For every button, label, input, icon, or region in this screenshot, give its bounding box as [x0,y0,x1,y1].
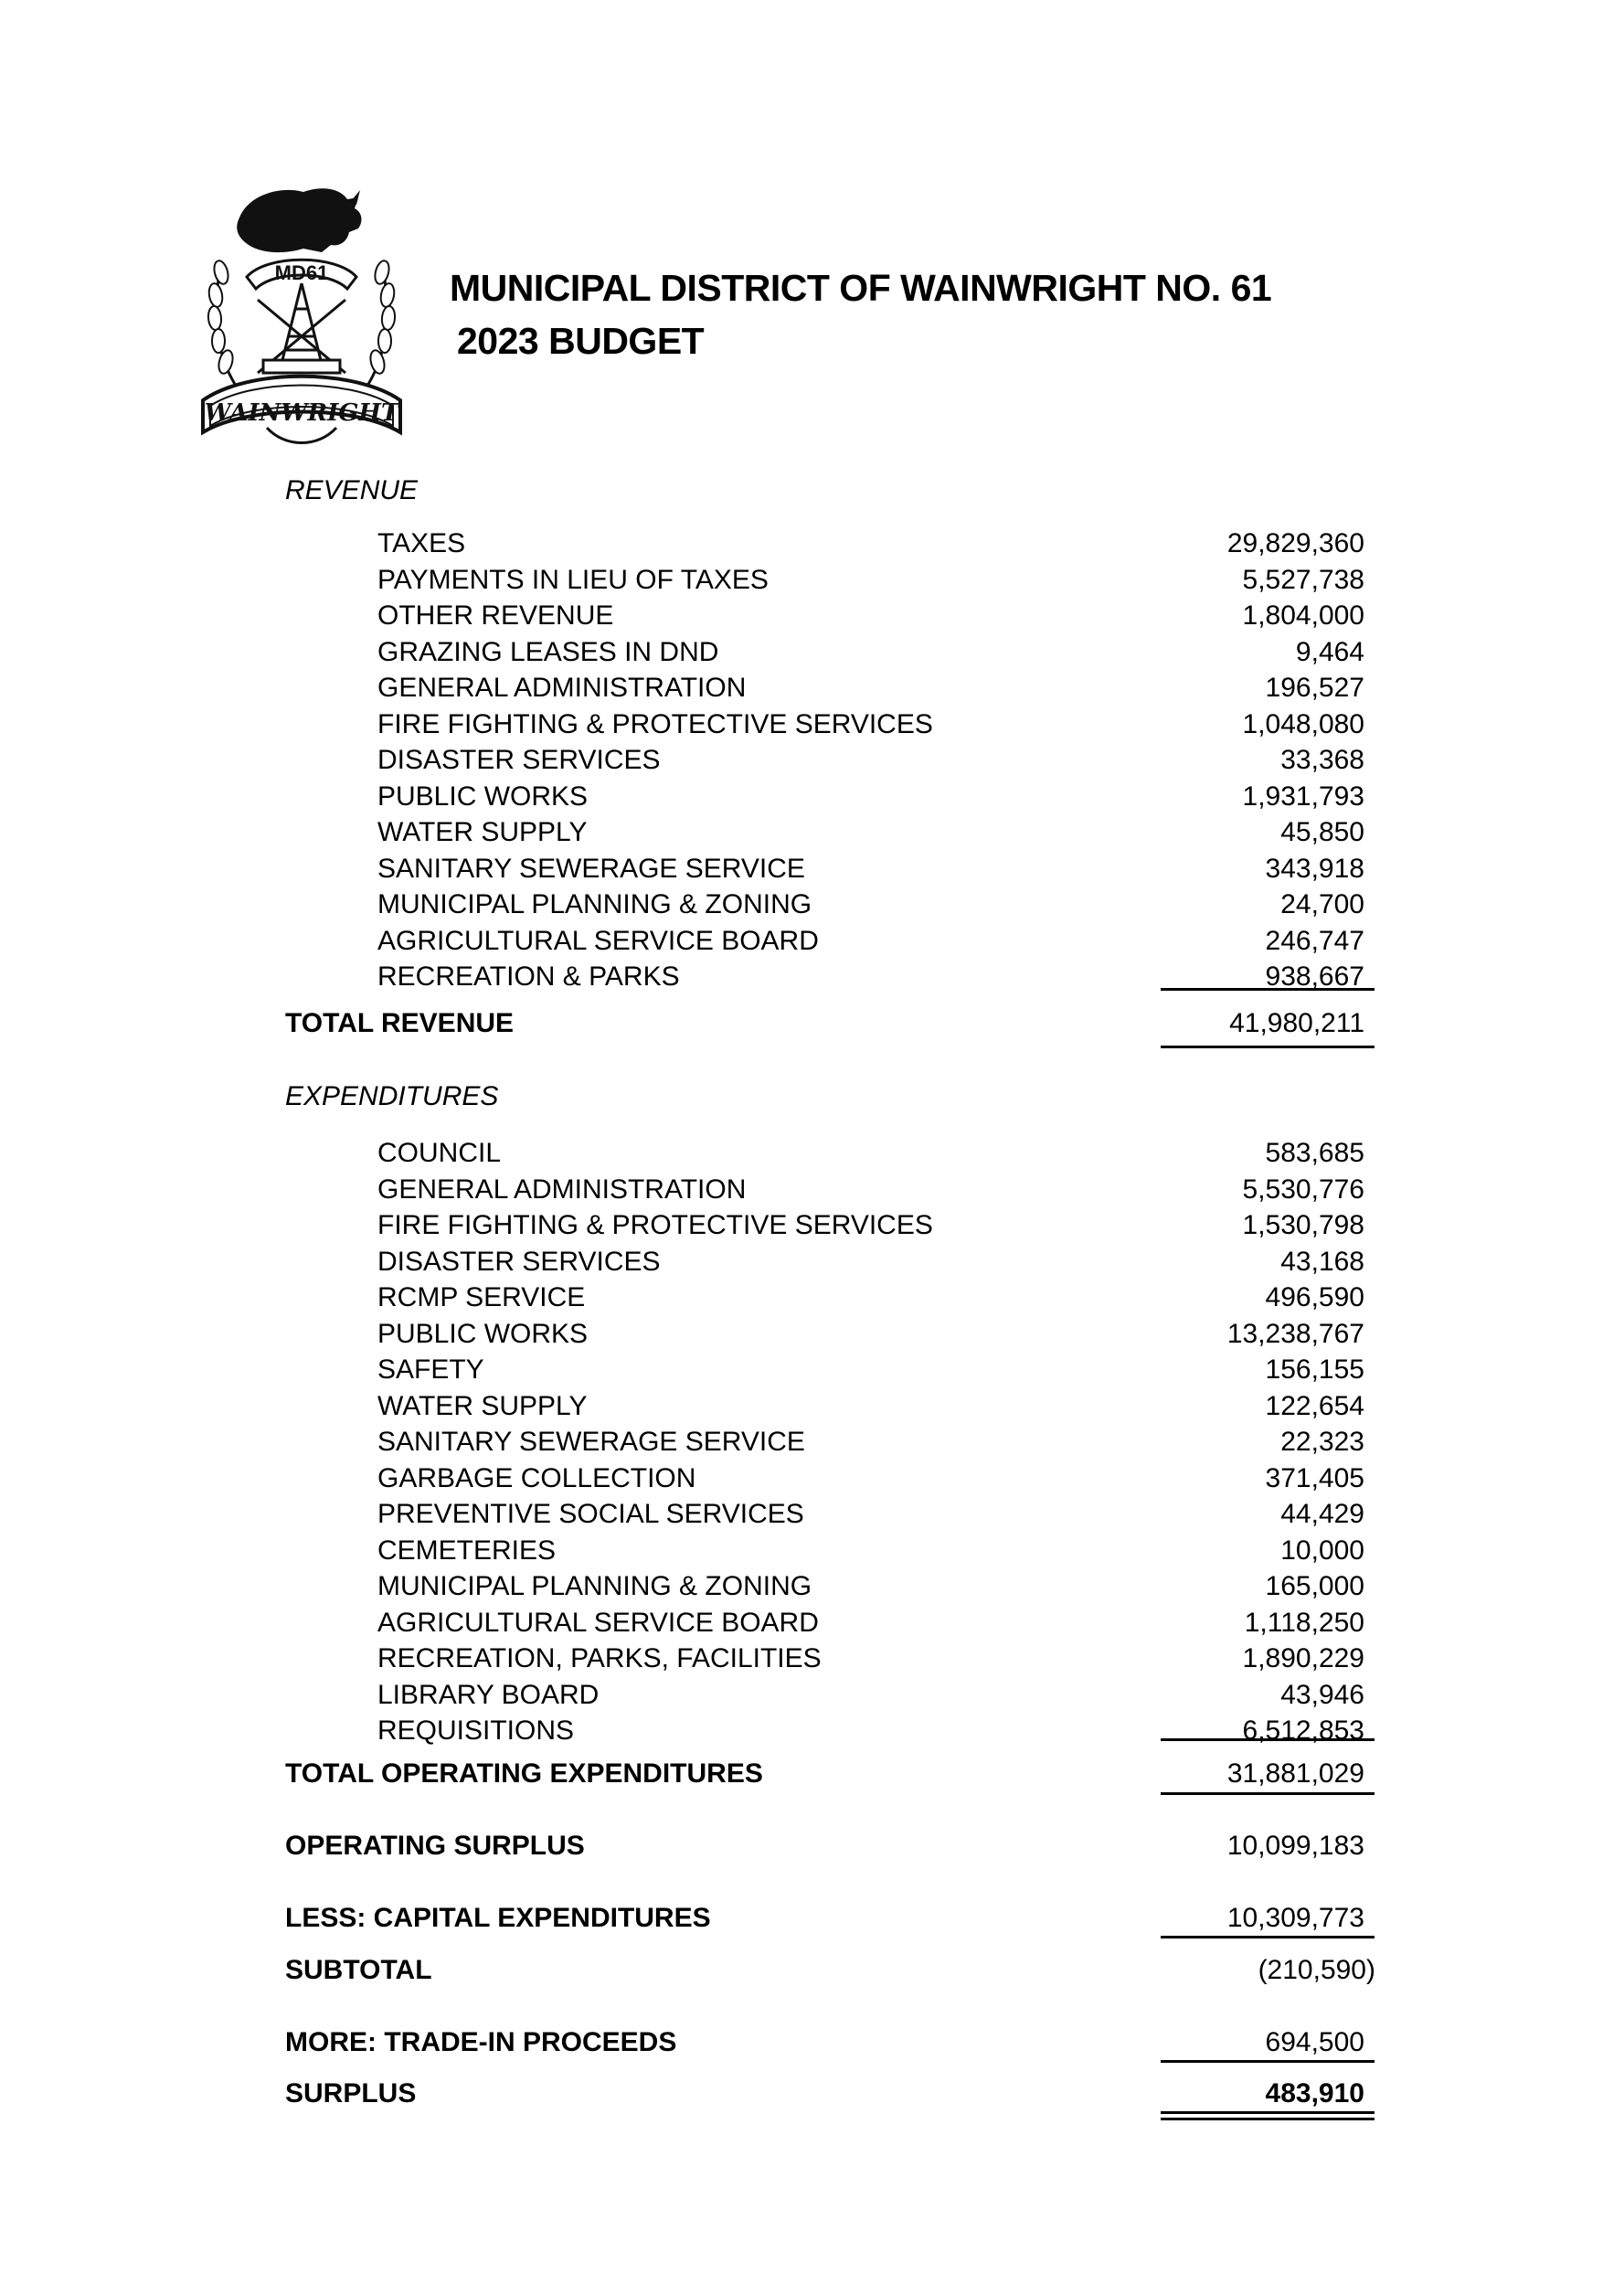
trade-in-proceeds-value: 694,500 [1265,2027,1364,2057]
expenditure-line-value: 43,168 [1280,1246,1364,1277]
capital-rule [1161,1936,1375,1938]
total-expenditures-rule [1161,1792,1375,1795]
expenditure-line-item [0,1643,1624,1680]
md61-wainwright-logo [194,181,409,455]
expenditure-line-item [0,1608,1624,1644]
expenditure-line-item [0,1463,1624,1500]
revenue-line-item [0,854,1624,890]
expenditure-line-item [0,1354,1624,1391]
expenditure-line-label: PUBLIC WORKS [377,1318,589,1349]
revenue-line-item [0,528,1624,565]
total-operating-expenditures-row [0,1758,1624,1795]
expenditure-line-item [0,1391,1624,1428]
revenue-line-item [0,781,1624,818]
expenditure-line-item [0,1210,1624,1247]
revenue-line-label: DISASTER SERVICES [377,745,661,775]
revenue-line-item [0,673,1624,709]
expenditure-line-value: 165,000 [1265,1571,1364,1601]
expenditure-line-value: 44,429 [1280,1499,1364,1529]
expenditures-heading: EXPENDITURES [285,1081,499,1111]
budget-year-title: 2023 BUDGET [457,320,705,362]
revenue-line-item [0,961,1624,998]
revenue-heading: REVENUE [285,475,419,505]
surplus-value: 483,910 [1265,2078,1364,2108]
expenditure-line-item [0,1715,1624,1752]
expenditure-line-label: CEMETERIES [377,1535,557,1566]
expenditure-line-value: 43,946 [1280,1679,1364,1710]
trade-in-proceeds-row [0,2027,1624,2064]
revenue-line-label: PUBLIC WORKS [377,781,589,812]
surplus-row [0,2078,1624,2115]
expenditure-line-value: 22,323 [1280,1427,1364,1457]
expenditure-line-value: 122,654 [1265,1390,1364,1421]
operating-surplus-label: OPERATING SURPLUS [285,1831,585,1861]
expenditure-line-label: RECREATION, PARKS, FACILITIES [377,1643,822,1673]
expenditure-line-item [0,1499,1624,1535]
revenue-line-label: FIRE FIGHTING & PROTECTIVE SERVICES [377,708,933,739]
expenditure-line-label: REQUISITIONS [377,1715,575,1746]
expenditure-line-item [0,1427,1624,1463]
revenue-line-item [0,709,1624,746]
revenue-line-label: RECREATION & PARKS [377,961,680,992]
revenue-line-value: 246,747 [1265,925,1364,956]
revenue-line-label: AGRICULTURAL SERVICE BOARD [377,925,819,956]
expenditure-line-value: 583,685 [1265,1138,1364,1168]
expenditure-line-label: AGRICULTURAL SERVICE BOARD [377,1607,819,1638]
total-operating-expenditures-value: 31,881,029 [1226,1758,1364,1789]
revenue-line-value: 938,667 [1265,961,1364,992]
revenue-line-label: WATER SUPPLY [377,817,588,847]
expenditure-line-value: 371,405 [1265,1462,1364,1493]
revenue-line-value: 343,918 [1265,853,1364,884]
total-revenue-row [0,1008,1624,1045]
revenue-line-label: GENERAL ADMINISTRATION [377,673,747,703]
total-operating-expenditures-label: TOTAL OPERATING EXPENDITURES [285,1758,763,1789]
revenue-line-label: OTHER REVENUE [377,600,614,631]
expenditure-line-label: MUNICIPAL PLANNING & ZONING [377,1571,812,1601]
revenue-line-value: 1,931,793 [1242,781,1364,812]
trade-in-rule [1161,2060,1375,2063]
revenue-line-value: 45,850 [1280,817,1364,847]
expenditure-line-item [0,1247,1624,1283]
revenue-line-value: 196,527 [1265,673,1364,703]
revenue-subtotal-rule [1161,988,1375,991]
operating-surplus-value: 10,099,183 [1226,1831,1364,1861]
revenue-line-item [0,817,1624,854]
total-revenue-rule [1161,1046,1375,1048]
surplus-label: SURPLUS [285,2078,417,2108]
expenditure-line-item [0,1680,1624,1716]
svg-text:MD61: MD61 [274,261,329,284]
capital-expenditures-label: LESS: CAPITAL EXPENDITURES [285,1903,711,1933]
expenditure-line-value: 6,512,853 [1242,1715,1364,1746]
svg-text:WAINWRIGHT: WAINWRIGHT [204,399,399,427]
revenue-line-value: 9,464 [1295,636,1364,667]
revenue-line-label: PAYMENTS IN LIEU OF TAXES [377,564,769,595]
expenditure-line-value: 496,590 [1265,1282,1364,1312]
subtotal-row [0,1955,1624,1992]
expenditure-line-label: SAFETY [377,1354,484,1385]
expenditure-line-value: 10,000 [1280,1535,1364,1566]
expenditure-line-label: DISASTER SERVICES [377,1246,661,1277]
expenditure-line-value: 13,238,767 [1226,1318,1364,1349]
subtotal-value: (210,590) [1258,1955,1375,1985]
expenditure-line-value: 1,118,250 [1244,1607,1364,1638]
revenue-line-item [0,565,1624,601]
expenditure-line-label: COUNCIL [377,1138,502,1168]
revenue-line-item [0,600,1624,637]
revenue-line-item [0,889,1624,926]
expenditure-line-item [0,1571,1624,1608]
expenditure-line-label: FIRE FIGHTING & PROTECTIVE SERVICES [377,1210,933,1240]
expenditure-line-item [0,1282,1624,1319]
expenditure-line-label: GENERAL ADMINISTRATION [377,1174,747,1205]
revenue-line-item [0,745,1624,781]
total-revenue-label: TOTAL REVENUE [285,1008,515,1038]
capital-expenditures-value: 10,309,773 [1226,1903,1364,1933]
operating-surplus-row [0,1831,1624,1867]
revenue-line-value: 1,048,080 [1242,708,1364,739]
expenditure-line-value: 5,530,776 [1242,1174,1364,1205]
expenditure-line-item [0,1174,1624,1211]
revenue-line-item [0,926,1624,962]
revenue-line-value: 5,527,738 [1242,564,1364,595]
capital-expenditures-row [0,1903,1624,1939]
expenditure-line-label: WATER SUPPLY [377,1390,588,1421]
trade-in-proceeds-label: MORE: TRADE-IN PROCEEDS [285,2027,677,2057]
surplus-double-rule [1161,2111,1375,2120]
expenditure-line-label: GARBAGE COLLECTION [377,1462,696,1493]
expenditures-subtotal-rule [1161,1738,1375,1741]
revenue-line-label: TAXES [377,528,466,558]
revenue-line-label: MUNICIPAL PLANNING & ZONING [377,889,812,919]
expenditure-line-item [0,1138,1624,1174]
document-title: MUNICIPAL DISTRICT OF WAINWRIGHT NO. 61 [450,267,1272,309]
expenditure-line-label: LIBRARY BOARD [377,1679,600,1710]
revenue-line-value: 1,804,000 [1242,600,1364,631]
expenditure-line-label: SANITARY SEWERAGE SERVICE [377,1427,805,1457]
revenue-line-label: SANITARY SEWERAGE SERVICE [377,853,805,884]
total-revenue-value: 41,980,211 [1229,1008,1364,1038]
revenue-line-item [0,637,1624,674]
expenditure-line-label: RCMP SERVICE [377,1282,586,1312]
revenue-line-label: GRAZING LEASES IN DND [377,636,719,667]
expenditure-line-item [0,1319,1624,1355]
revenue-line-value: 33,368 [1280,745,1364,775]
revenue-line-value: 29,829,360 [1226,528,1364,558]
expenditure-line-value: 1,890,229 [1242,1643,1364,1673]
expenditure-line-value: 156,155 [1265,1354,1364,1385]
expenditure-line-value: 1,530,798 [1242,1210,1364,1240]
expenditure-line-label: PREVENTIVE SOCIAL SERVICES [377,1499,804,1529]
subtotal-label: SUBTOTAL [285,1955,432,1985]
revenue-line-value: 24,700 [1280,889,1364,919]
expenditure-line-item [0,1535,1624,1572]
